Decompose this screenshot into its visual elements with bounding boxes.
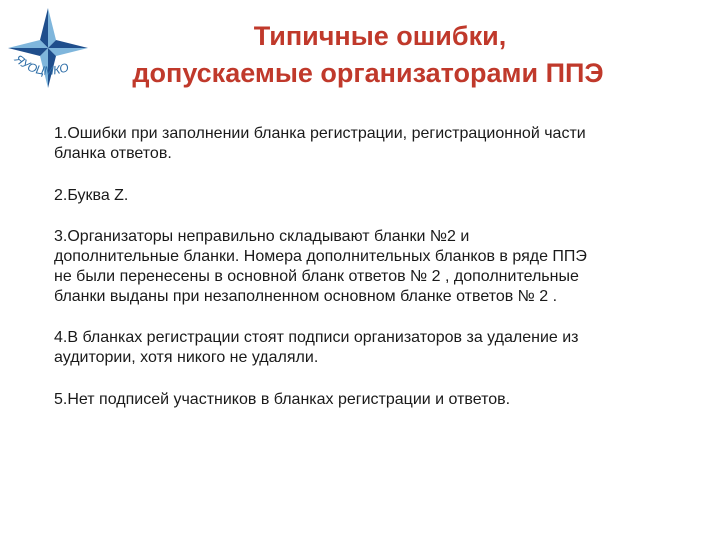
list-item: 3.Организаторы неправильно складывают бланки №2 и дополнительные бланки. Номера дополнительных бланков в ряде ППЭ не были перенесены в основной бланк ответов № 2 , дополнительные бланки выданы при незаполненном основном бланке ответов № 2 .	[54, 228, 587, 305]
title-line-2: допускаемые организаторами ППЭ	[132, 58, 604, 88]
title-line-1: Типичные ошибки,	[253, 21, 507, 51]
logo-caption: ЯУОЦМКО	[11, 51, 71, 78]
list-item: 5.Нет подписей участников в бланках регистрации и ответов.	[54, 391, 511, 408]
list-item: 1.Ошибки при заполнении бланка регистрации, регистрационной части бланка ответов.	[54, 125, 586, 162]
error-list	[54, 124, 674, 432]
page-title	[100, 18, 660, 92]
list-item: 2.Буква Z.	[54, 187, 129, 204]
list-item: 4.В бланках регистрации стоят подписи организаторов за удаление из аудитории, хотя никого не удаляли.	[54, 329, 579, 366]
